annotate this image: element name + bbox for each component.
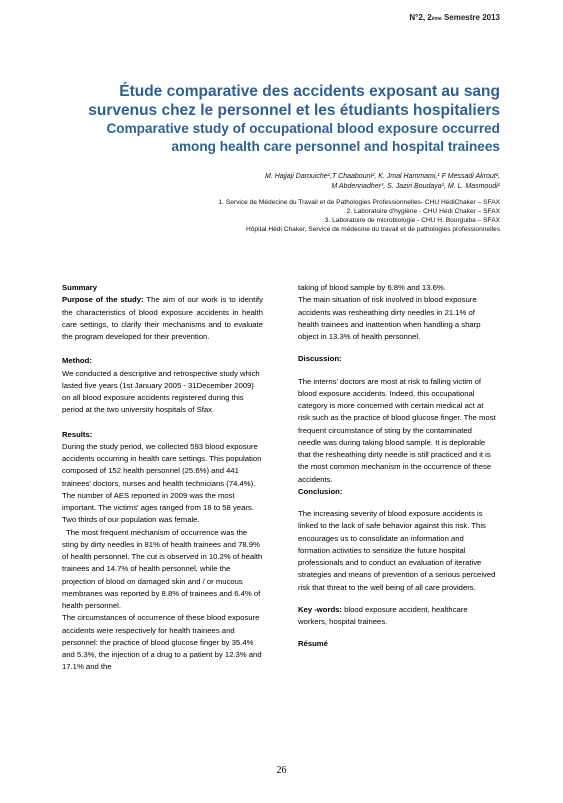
method-heading: Method: [62,356,92,366]
right-column [298,282,497,651]
discussion-heading: Discussion: [298,354,342,364]
left-column [62,282,263,674]
affiliations [80,198,500,234]
results-paragraph-3: The circumstances of occurrence of these blood exposure accidents were respectively for health trainees and personnel: the practice of blood glucose finger by 35.4% and 5.3%, the injection of a drug to a patient by 12.3% and 17.1% and the [62,613,262,672]
title-english-line-1: Comparative study of occupational blood exposure occurred [106,121,500,136]
issue-label: N°2, 2ème Semestre 2013 [409,13,500,22]
results-heading: Results: [62,429,93,439]
results-paragraph-1: During the study period, we collected 593 blood exposure accidents occurring in health care settings. This population composed of 152 health personnel (25.6%) and 441 trainees' doctors, nurses and health technicians (74.4%). The number of AES reported in 2009 was the most important. The victims' ages ranged from 18 to 58 years. Two thirds of our population was female. [62,441,262,525]
conclusion-heading: Conclusion: [298,486,343,496]
affiliation-3: 3. Laboratoire de microbiologie - CHU H. Bourguiba – SFAX [324,217,500,224]
issue-superscript: ème [431,16,442,22]
affiliation-4: Hôpital Hédi Chaker, Service de médecine du travail et de pathologies professionnelles [245,226,500,233]
author-list [140,172,500,191]
purpose-paragraph [62,294,263,343]
authors-line-1: M. Hajjaji Darouiche¹,T Chaabouni², K. Jmal Hammami,¹ F Messadi Akrout², [265,173,500,180]
purpose-text: The aim of our work is to identify the characteristics of blood exposure accidents in health care settings, to clarify their mechanisms and to evaluate the program developed for their prevention. [62,295,264,341]
article-title [40,82,500,156]
affiliation-1: 1. Service de Médecine du Travail et de Pathologies Professionnelles- CHU HédiChaker – SFAX [218,199,500,206]
title-english-line-2: among health care personnel and hospital trainees [171,139,500,154]
results-paragraph-3-continued: taking of blood sample by 6.8% and 13.6%. [298,283,446,292]
purpose-label: Purpose of the study: [62,295,144,305]
keywords-paragraph [298,604,497,629]
results-paragraph-4: The main situation of risk involved in blood exposure accidents was resheathing dirty needles in 21.1% of health trainees and inattention when handling a sharp object in 13.3% of health personnel. [298,295,481,341]
results-paragraph-2: The most frequent mechanism of occurrence was the sting by dirty needles in 81% of health trainees and 78.9% of health personnel. The cut is observed in 10.2% of health trainees and 14.7% of health personnel, while the projection of blood on damaged skin and / or mucous membranes was reported by 8.8% of trainees and 6.4% of health personnel. [62,527,263,610]
method-text: We conducted a descriptive and retrospective study which lasted five years (1st January 2005 - 31December 2009) on all blood exposure accidents registered during this period at the two university hospitals of Sfax. [62,368,260,415]
resume-heading: Résumé [298,639,328,649]
keywords-label: Key -words: [298,604,342,614]
page-number: 26 [276,765,287,776]
conclusion-text: The increasing severity of blood exposure accidents is linked to the lack of safe behavior against this risk. This encourages us to consolidate an information and formation activities to sensitize the future hospital professionals and to conduct an evaluation of iterative strategies and means of prevention of a serious perceived risk that threat to the well being of all care providers. [298,509,496,592]
keywords-text: blood exposure accident, healthcare workers, hospital trainees. [298,604,468,626]
title-french-line-2: survenus chez le personnel et les étudiants hospitaliers [88,102,500,119]
discussion-text: The interns' doctors are most at risk to falling victim of blood exposure accidents. Indeed, this occupational category is more concerned with certain medical act at risk such as the practice of blood glucose finger. The most frequent circumstance of sting by the contaminated needle was during taking blood sample. It is deplorable that the resheathing dirty needle is still practiced and it is the most common mechanism in the occurrence of these accidents. [298,376,496,484]
title-french-line-1: Étude comparative des accidents exposant au sang [119,83,500,100]
affiliation-2: 2. Laboratoire d'hygiène - CHU Hédi Chaker – SFAX [346,208,500,215]
summary-heading: Summary [62,283,98,292]
authors-line-2: M Abdennadher³, S. Jaziri Boudaya¹, M. L. Masmoudi¹ [331,182,500,190]
